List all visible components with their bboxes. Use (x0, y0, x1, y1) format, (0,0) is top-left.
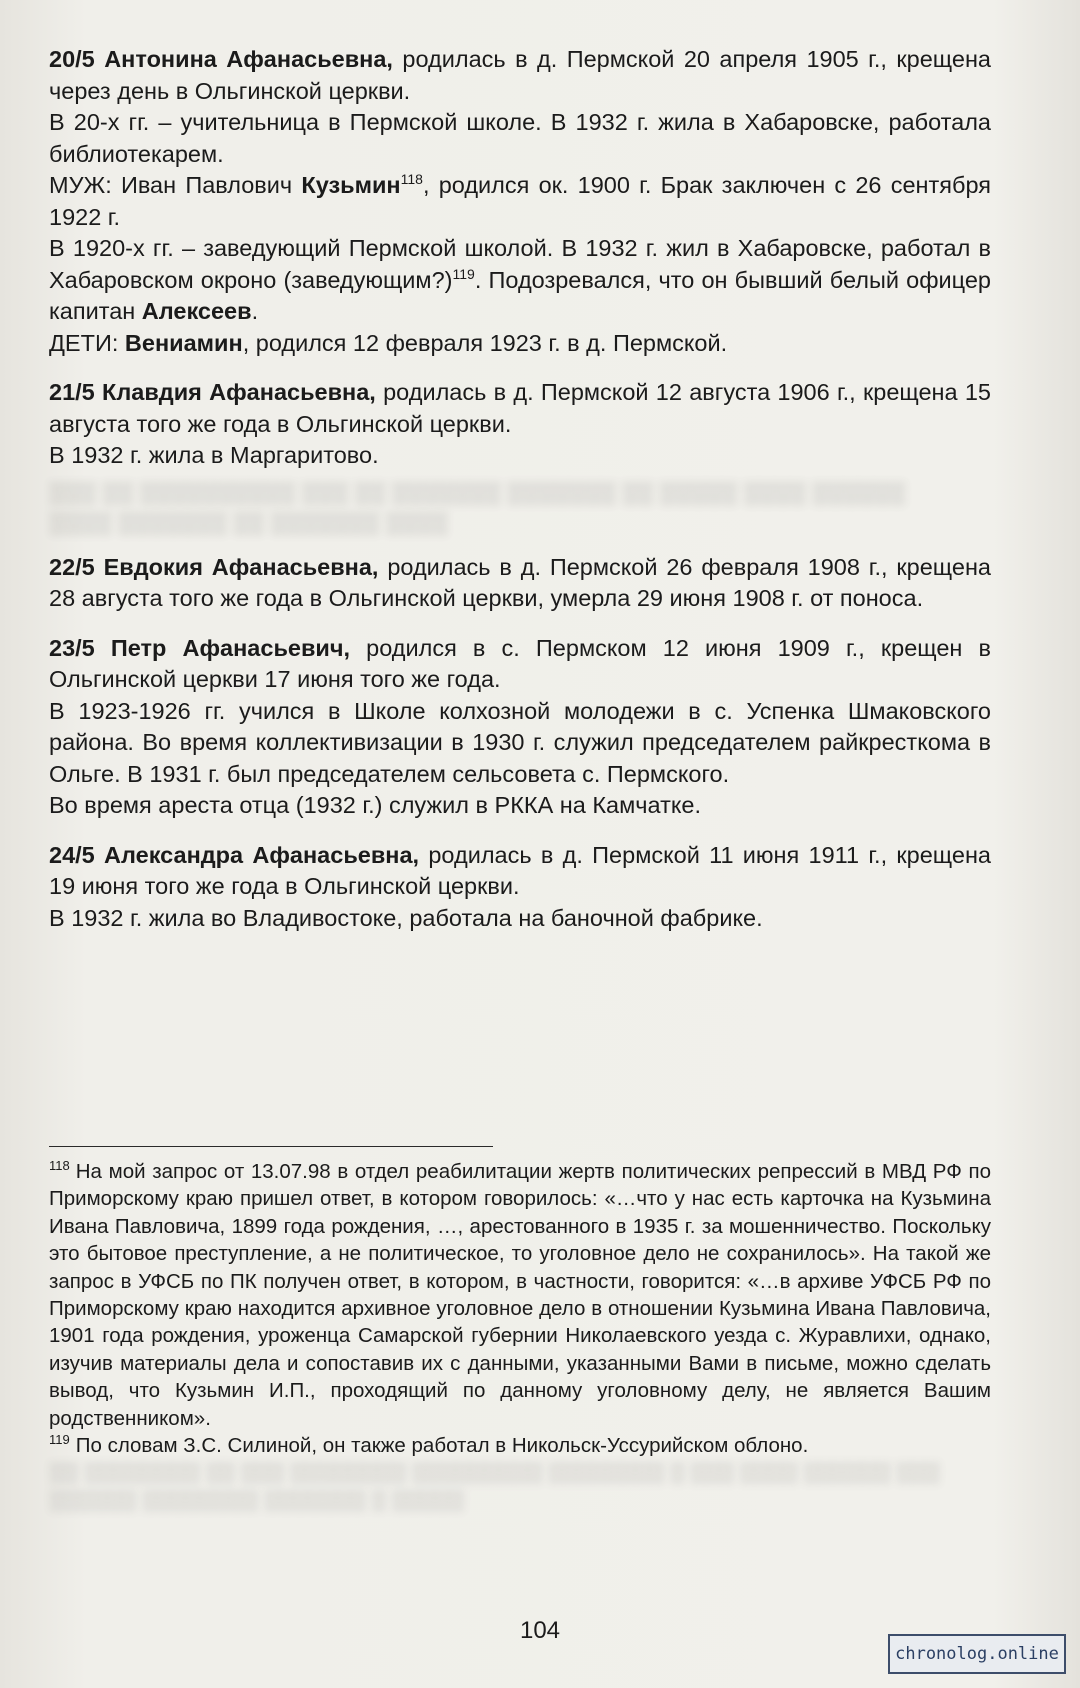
entry-heading: 24/5 Александра Афанасьевна, родилась в д. Пермской 11 июня 1911 г., крещена 19 июня того же года в Ольгинской церкви. (49, 841, 991, 899)
footnote-number: 119 (49, 1432, 70, 1448)
entry-heading: 23/5 Петр Афанасьевич, родился в с. Пермском 12 июня 1909 г., крещен в Ольгинской церкви 17 июня того же года. (49, 634, 991, 692)
footnote-ref[interactable]: 118 (400, 171, 423, 187)
entry-paragraph: В 20-х гг. – учительница в Пермской школе. В 1932 г. жила в Хабаровске, работала библиотекарем. (49, 109, 991, 167)
entry-20-5 (49, 44, 991, 359)
footnote-divider (49, 1146, 493, 1147)
bleed-through-footnote: ░░ ░░░░░░░░ ░░ ░░░ ░░░░░░░░ ░░░░░░░░░ ░░░░░░░░ ░ ░░░ ░░░░ ░░░░░░ ░░░ ░░░░░░ ░░░░░░░░ ░░░░░░░ ░ ░░░░░ (49, 1461, 940, 1512)
entry-paragraph: В 1920-х гг. – заведующий Пермской школой. В 1932 г. жил в Хабаровске, работал в Хабаровском окроно (заведующим?)$^{119}$. Подозревался, что он бывший белый офицер капитан Алексеев. (49, 235, 991, 324)
entry-paragraph-husband: МУЖ: Иван Павлович Кузьмин$^{118}$, родился ок. 1900 г. Брак заключен с 26 сентября 1922 г. (49, 171, 991, 230)
footnote-118 (49, 1158, 991, 1432)
entry-name: 24/5 Александра Афанасьевна, (49, 841, 420, 868)
page-number: 104 (519, 1617, 561, 1644)
entry-name: 23/5 Петр Афанасьевич, (49, 634, 351, 661)
entry-name: 22/5 Евдокия Афанасьевна, (49, 553, 379, 580)
entry-heading: 20/5 Антонина Афанасьевна, родилась в д. Пермской 20 апреля 1905 г., крещена через день в Ольгинской церкви. (49, 46, 991, 104)
entry-22-5 (49, 552, 991, 615)
entry-paragraph: В 1923-1926 гг. учился в Школе колхозной молодежи в с. Успенка Шмаковского района. Во время коллективизации в 1930 г. служил председателем райкресткома в Ольге. В 1931 г. был председателем сельсовета с. Пермского. (49, 697, 991, 787)
footnote-text: На мой запрос от 13.07.98 в отдел реабилитации жертв политических репрессий в МВД РФ по Приморскому краю пришел ответ, в котором говорилось: «…что у нас есть карточка на Кузьмина Ивана Павловича, 1899 года рождения, …, арестованного в 1935 г. за мошенничество. Поскольку это бытовое преступление, а не политическое, то уголовное дело не сохранилось». На такой же запрос в УФСБ по ПК получен ответ, в котором, в частности, говорится: «…в архиве УФСБ РФ по Приморскому краю находится архивное уголовное дело в отношении Кузьмина Ивана Павловича, 1901 года рождения, уроженца Самарской губернии Николаевского уезда с. Журавлихи, однако, изучив материалы дела и сопоставив их с данными, указанными Вами в письме, можно сделать вывод, что Кузьмин И.П., проходящий по данному уголовному делу, не является Вашим родственником». (49, 1160, 991, 1430)
entry-name: 20/5 Антонина Афанасьевна, (49, 46, 393, 72)
footnote-text: По словам З.С. Силиной, он также работал в Никольск-Уссурийском облоно. (75, 1434, 809, 1458)
entry-paragraph: В 1932 г. жила во Владивостоке, работала на баночной фабрике. (49, 904, 763, 931)
entry-name: 21/5 Клавдия Афанасьевна, (49, 379, 376, 405)
entry-23-5 (49, 633, 991, 822)
entry-heading: 22/5 Евдокия Афанасьевна, родилась в д. Пермской 26 февраля 1908 г., крещена 28 августа того же года в Ольгинской церкви, умерла 29 июня 1908 г. от поноса. (49, 553, 991, 611)
main-text (49, 44, 991, 934)
footnote-ref[interactable]: 119 (452, 265, 475, 282)
entry-paragraph: Во время ареста отца (1932 г.) служил в РККА на Камчатке. (49, 792, 701, 818)
footnote-number: 118 (49, 1158, 70, 1173)
footnote-119 (49, 1432, 991, 1459)
footnotes (49, 1158, 991, 1514)
watermark-badge: chronolog.online (888, 1634, 1066, 1674)
entry-21-5 (49, 377, 991, 472)
entry-24-5 (49, 840, 991, 935)
entry-heading: 21/5 Клавдия Афанасьевна, родилась в д. Пермской 12 августа 1906 г., крещена 15 августа того же года в Ольгинской церкви. (49, 379, 991, 437)
entry-paragraph-children: ДЕТИ: Вениамин, родился 12 февраля 1923 г. в д. Пермской. (49, 329, 728, 356)
bleed-through-text: ░░░ ░░ ░░░░░░░░░░ ░░░ ░░ ░░░░░░░ ░░░░░░░ ░░ ░░░░░ ░░░░ ░░░░░░ ░░░░ ░░░░░░░ ░░ ░░░░░░░ ░░░░ (49, 479, 906, 535)
entry-paragraph: В 1932 г. жила в Маргаритово. (49, 442, 379, 468)
